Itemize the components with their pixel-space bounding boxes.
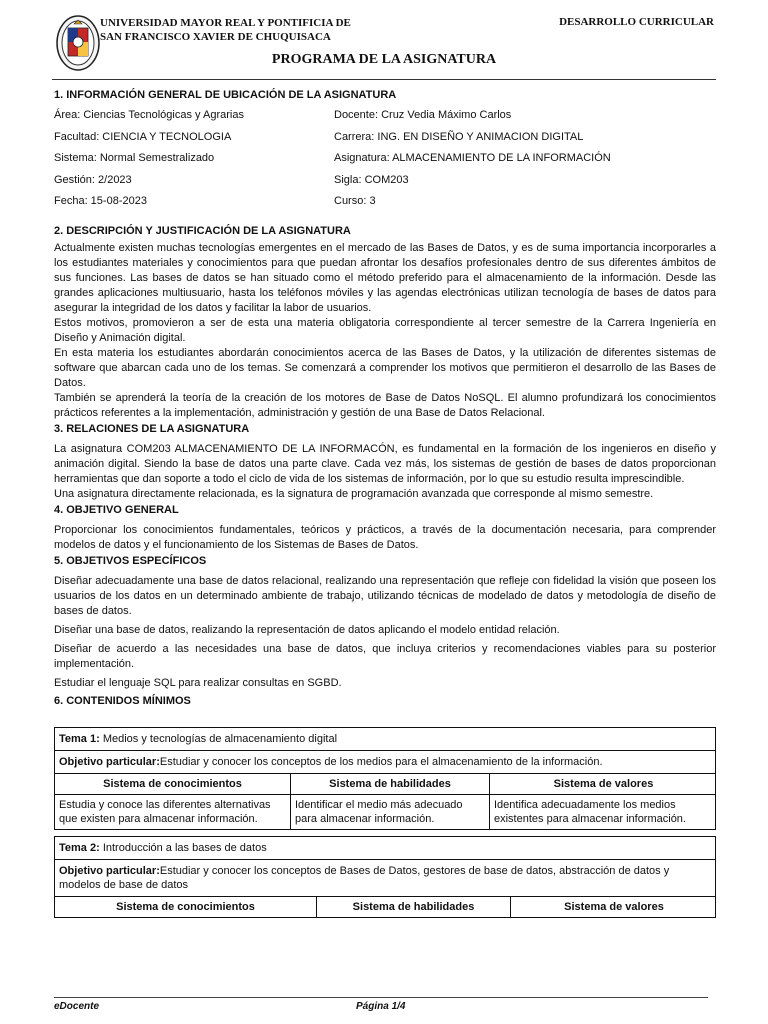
- info-area: Área: Ciencias Tecnológicas y Agrarias: [54, 109, 244, 121]
- program-title: PROGRAMA DE LA ASIGNATURA: [271, 52, 497, 67]
- tema-1-objective-text: Estudiar y conocer los conceptos de los medios para el almacenamiento de la información.: [159, 755, 603, 768]
- tema-1-objective-row: [55, 751, 715, 774]
- specific-objective-item: Diseñar adecuadamente una base de datos relacional, realizando una representación que refleje con fidelidad la visión que poseen los usuarios de los datos en un determinado ambiente de trabajo, utilizando técnicas de modelado de datos y metodología de diseño de bases de datos.: [54, 574, 716, 617]
- info-fecha: Fecha: 15-08-2023: [54, 195, 147, 207]
- section-2-paragraph: Actualmente existen muchas tecnologías emergentes en el mercado de las Bases de Datos, y es de suma importancia incorporarles a los estudiantes materiales y conocimientos para que puedan afrontar los desafíos profesionales dentro de sus diferentes ámbitos de sus funciones. Las bases de datos se han situado como el método preferido para el almacenamiento de la información. Desde las grandes aplicaciones multiusuario, hasta los teléfonos móviles y las agendas electrónicas utilizan tecnología de bases de datos para asegurar la integridad de los datos y facilitar la labor de usuarios.: [54, 241, 716, 314]
- page-number: Página 1/4: [356, 1001, 406, 1012]
- tema-2-label: Tema 2:: [59, 841, 100, 854]
- tema-1-conocimientos-cell: Estudia y conoce las diferentes alternativas que existen para almacenar información.: [55, 795, 291, 829]
- tema-2-text: Introducción a las bases de datos: [99, 841, 267, 854]
- info-carrera: Carrera: ING. EN DISEÑO Y ANIMACION DIGITAL: [334, 130, 584, 143]
- tema-1-valores-cell: Identifica adecuadamente los medios existentes para almacenar información.: [494, 798, 686, 825]
- specific-objective-item: Diseñar de acuerdo a las necesidades una base de datos, que incluya criterios y recomendaciones viables para su posterior implementación.: [54, 642, 716, 670]
- info-gestion: Gestión: 2/2023: [54, 173, 132, 186]
- department-label: DESARROLLO CURRICULAR: [559, 16, 714, 28]
- section-3-paragraph: Una asignatura directamente relacionada, es la signatura de programación avanzada que corresponde al mismo semestre.: [54, 487, 654, 500]
- tema-1-col-conocimientos-head: Sistema de conocimientos: [55, 774, 291, 794]
- document-header: [52, 10, 716, 80]
- tema-1-title-row: [55, 728, 715, 751]
- university-name-line1: UNIVERSIDAD MAYOR REAL Y PONTIFICIA DE: [100, 17, 351, 29]
- tema-2-objective-row: [55, 860, 715, 897]
- tema-2-col-valores-head: Sistema de valores: [564, 900, 664, 913]
- tema-2-col-conocimientos-head: Sistema de conocimientos: [55, 897, 317, 917]
- section-2-paragraph: En esta materia los estudiantes abordarán conocimientos acerca de las Bases de Datos, y la utilización de diferentes sistemas de software que abarcan cada uno de los temas. Se comenzará a comprender los motivos que permitieron el desarrollo de las Bases de Datos.: [54, 346, 716, 389]
- section-3-paragraph: La asignatura COM203 ALMACENAMIENTO DE LA INFORMACÓN, es fundamental en la formación de los ingenieros en diseño y animación digital. Siendo la base de datos una parte clave. Cada vez más, los sistemas de gestión de bases de datos proporcionan herramientas que dan soporte a todo el ciclo de vida de los sistemas de información, por lo que su estudio resulta imprescindible.: [54, 442, 716, 485]
- general-info-grid: [54, 105, 716, 213]
- info-sistema: Sistema: Normal Semestralizado: [54, 152, 215, 164]
- document-body: [54, 83, 716, 918]
- section-2-paragraph: Estos motivos, promovieron a ser de esta una materia obligatoria correspondiente al tercer semestre de la Carrera Ingeniería en Diseño y Animación digital.: [54, 316, 716, 344]
- tema-1-content-row: [55, 795, 715, 829]
- section-3-title: 3. RELACIONES DE LA ASIGNATURA: [54, 422, 250, 435]
- info-facultad: Facultad: CIENCIA Y TECNOLOGIA: [54, 130, 232, 143]
- university-name-line2: SAN FRANCISCO XAVIER DE CHUQUISACA: [100, 31, 331, 43]
- tema-1-text: Medios y tecnologías de almacenamiento digital: [99, 732, 338, 745]
- tema-2-objective-text: Estudiar y conocer los conceptos de Bases de Datos, gestores de base de datos, abstracción de datos y modelos de base de datos: [59, 864, 670, 891]
- tema-2-title-row: [55, 837, 715, 860]
- tema-1-header-row: [55, 774, 715, 795]
- tema-1-habilidades-cell: Identificar el medio más adecuado para almacenar información.: [291, 795, 490, 829]
- tema-1-table: [54, 727, 716, 830]
- header-divider: [52, 79, 716, 80]
- section-4-title: 4. OBJETIVO GENERAL: [54, 503, 179, 516]
- tema-1-objective-label: Objetivo particular:: [59, 755, 160, 768]
- university-name: [100, 16, 351, 44]
- tema-2-table: [54, 836, 716, 918]
- specific-objective-item: Diseñar una base de datos, realizando la representación de datos aplicando el modelo entidad relación.: [54, 623, 560, 636]
- info-curso: Curso: 3: [334, 195, 376, 207]
- general-objective-text: Proporcionar los conocimientos fundamentales, teóricos y prácticos, a través de la documentación necesaria, para comprender modelos de datos y el funcionamiento de los Sistemas de Bases de Datos.: [54, 523, 716, 551]
- section-2-title: 2. DESCRIPCIÓN Y JUSTIFICACIÓN DE LA ASIGNATURA: [54, 224, 351, 237]
- info-sigla: Sigla: COM203: [334, 173, 409, 186]
- tema-1-label: Tema 1:: [59, 732, 100, 745]
- footer-brand: eDocente: [54, 1001, 100, 1012]
- tema-2-col-habilidades-head: Sistema de habilidades: [317, 897, 511, 917]
- info-docente: Docente: Cruz Vedia Máximo Carlos: [334, 109, 512, 121]
- tema-2-objective-label: Objetivo particular:: [59, 864, 160, 877]
- specific-objective-item: Estudiar el lenguaje SQL para realizar consultas en SGBD.: [54, 676, 342, 689]
- footer-divider: [54, 997, 708, 998]
- section-5-title: 5. OBJETIVOS ESPECÍFICOS: [54, 554, 207, 567]
- section-1-title: 1. INFORMACIÓN GENERAL DE UBICACIÓN DE LA ASIGNATURA: [54, 89, 397, 101]
- section-6-title: 6. CONTENIDOS MÍNIMOS: [54, 694, 191, 707]
- tema-2-header-row: [55, 897, 715, 917]
- section-2-paragraph: También se aprenderá la teoría de la creación de los motores de Base de Datos NoSQL. El alumno profundizará los conocimientos prácticos referentes a la implementación, administración y gestión de una Base de Datos Relacional.: [54, 391, 716, 419]
- tema-1-col-valores-head: Sistema de valores: [553, 777, 654, 790]
- info-asignatura: Asignatura: ALMACENAMIENTO DE LA INFORMACIÓN: [334, 152, 611, 164]
- tema-1-col-habilidades-head: Sistema de habilidades: [291, 774, 490, 794]
